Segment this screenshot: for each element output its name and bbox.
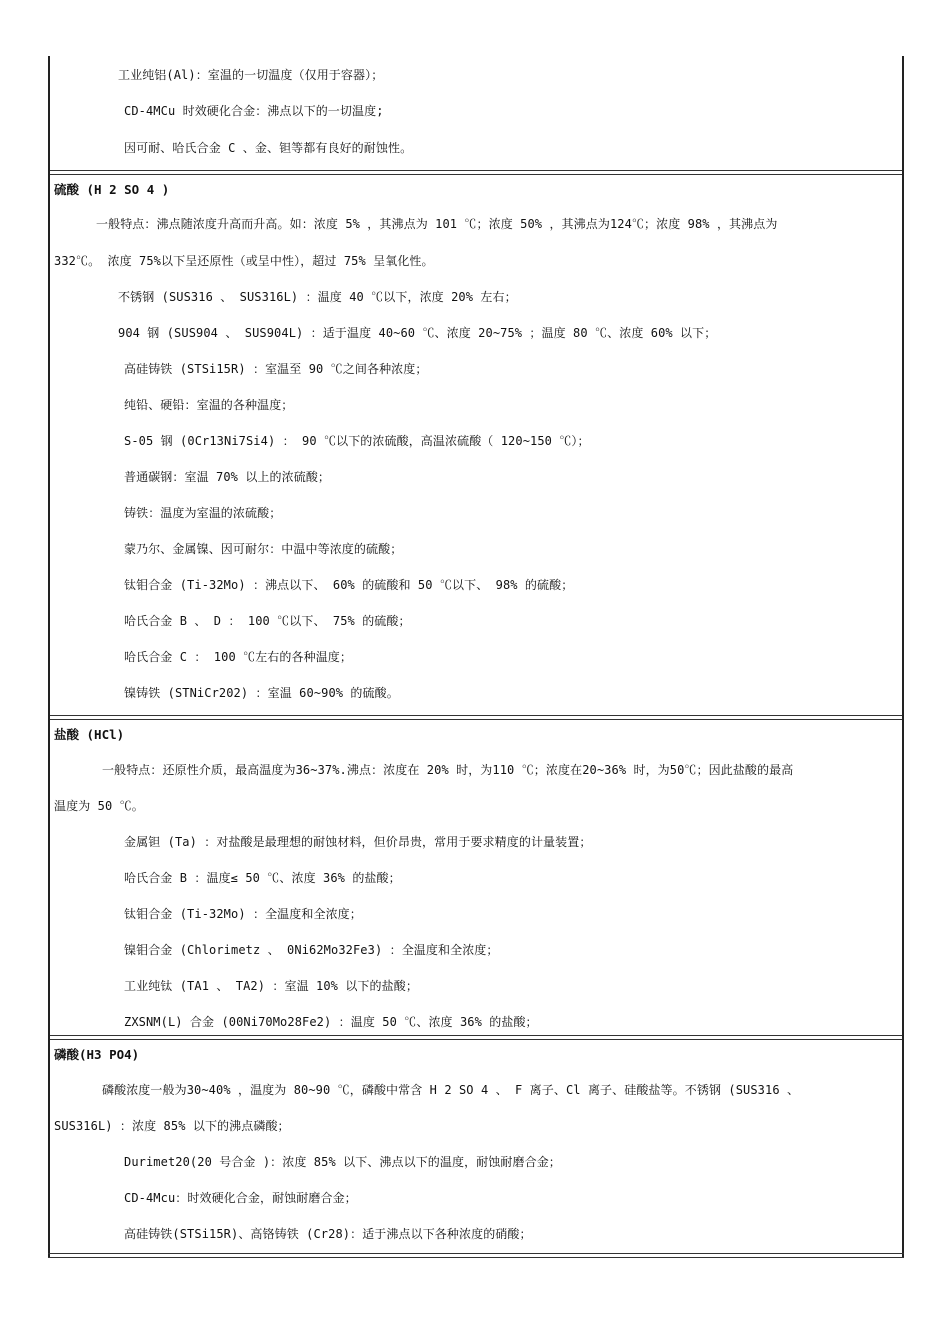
intro-line: 磷酸浓度一般为30~40% ，温度为 80~90 ℃，磷酸中常含 H 2 SO 4 、 F 离子、Cl 离子、硅酸盐等。不锈钢 (SUS316 、 <box>102 1083 800 1097</box>
aluminum-section <box>50 56 902 170</box>
material-line: 哈氏合金 C ： 100 ℃左右的各种温度； <box>124 650 352 664</box>
material-line: 铸铁：温度为室温的浓硫酸； <box>124 506 282 520</box>
material-line: 蒙乃尔、金属镍、因可耐尔：中温中等浓度的硫酸； <box>124 542 403 556</box>
material-line: 哈氏合金 B 、 D ： 100 ℃以下、 75% 的硫酸； <box>124 614 411 628</box>
text-line: CD-4MCu 时效硬化合金：沸点以下的一切温度; <box>124 104 384 118</box>
intro-line: 一般特点：还原性介质，最高温度为36~37%.沸点：浓度在 20% 时，为110 ℃；浓度在20~36% 时，为50℃；因此盐酸的最高 <box>102 763 794 777</box>
material-line: 钛钼合金 (Ti-32Mo) ：全温度和全浓度； <box>124 907 362 921</box>
text-line: 工业纯铝(Al)：室温的一切温度（仅用于容器）； <box>118 68 384 82</box>
hydrochloric-acid-section <box>50 715 902 1035</box>
phosphoric-acid-section <box>50 1035 902 1258</box>
material-line: 镍钼合金 (Chlorimetz 、 0Ni62Mo32Fe3) ：全温度和全浓度； <box>124 943 499 957</box>
section-heading: 磷酸(H3 PO4) <box>54 1047 140 1062</box>
intro-line: 一般特点：沸点随浓度升高而升高。如：浓度 5% ，其沸点为 101 ℃；浓度 50% ，其沸点为124℃；浓度 98% ，其沸点为 <box>96 217 778 231</box>
intro-line: 温度为 50 ℃。 <box>54 799 144 813</box>
section-heading: 盐酸 (HCl) <box>54 727 125 742</box>
material-line: CD-4Mcu：时效硬化合金，耐蚀耐磨合金； <box>124 1191 357 1205</box>
document-page <box>48 56 904 1258</box>
material-line: 高硅铸铁(STSi15R)、高铬铸铁 (Cr28)：适于沸点以下各种浓度的硝酸； <box>124 1227 532 1241</box>
material-line: Durimet20(20 号合金 )：浓度 85% 以下、沸点以下的温度，耐蚀耐磨合金； <box>124 1155 561 1169</box>
material-line: 高硅铸铁 (STSi15R) ：室温至 90 ℃之间各种浓度； <box>124 362 428 376</box>
material-line: 哈氏合金 B ：温度≤ 50 ℃、浓度 36% 的盐酸； <box>124 871 401 885</box>
material-line: 钛钼合金 (Ti-32Mo) ：沸点以下、 60% 的硫酸和 50 ℃以下、 98% 的硫酸； <box>124 578 574 592</box>
intro-line: 332℃。 浓度 75%以下呈还原性（或呈中性），超过 75% 呈氧化性。 <box>54 254 434 268</box>
material-line: 工业纯钛 (TA1 、 TA2) ：室温 10% 以下的盐酸； <box>124 979 418 993</box>
intro-line: SUS316L) ：浓度 85% 以下的沸点磷酸； <box>54 1119 290 1133</box>
material-line: 904 钢 (SUS904 、 SUS904L) ：适于温度 40~60 ℃、浓度 20~75% ；温度 80 ℃、浓度 60% 以下； <box>118 326 717 340</box>
material-line: 普通碳钢：室温 70% 以上的浓硫酸； <box>124 470 331 484</box>
material-line: 不锈钢 (SUS316 、 SUS316L) ：温度 40 ℃以下，浓度 20% 左右； <box>118 290 517 304</box>
section-heading: 硫酸 (H 2 SO 4 ) <box>54 182 170 197</box>
material-line: 金属钽 (Ta) ：对盐酸是最理想的耐蚀材料，但价昂贵，常用于要求精度的计量装置； <box>124 835 592 849</box>
material-line: ZXSNM(L) 合金 (00Ni70Mo28Fe2) ：温度 50 ℃、浓度 36% 的盐酸； <box>124 1015 538 1029</box>
material-line: S-05 钢 (0Cr13Ni7Si4) ： 90 ℃以下的浓硫酸，高温浓硫酸（ 120~150 ℃）； <box>124 434 590 448</box>
material-line: 镍铸铁 (STNiCr202) ：室温 60~90% 的硫酸。 <box>124 686 399 700</box>
material-line: 纯铅、硬铅：室温的各种温度； <box>124 398 294 412</box>
text-line: 因可耐、哈氏合金 C 、金、钽等都有良好的耐蚀性。 <box>124 141 413 155</box>
sulfuric-acid-section <box>50 170 902 715</box>
